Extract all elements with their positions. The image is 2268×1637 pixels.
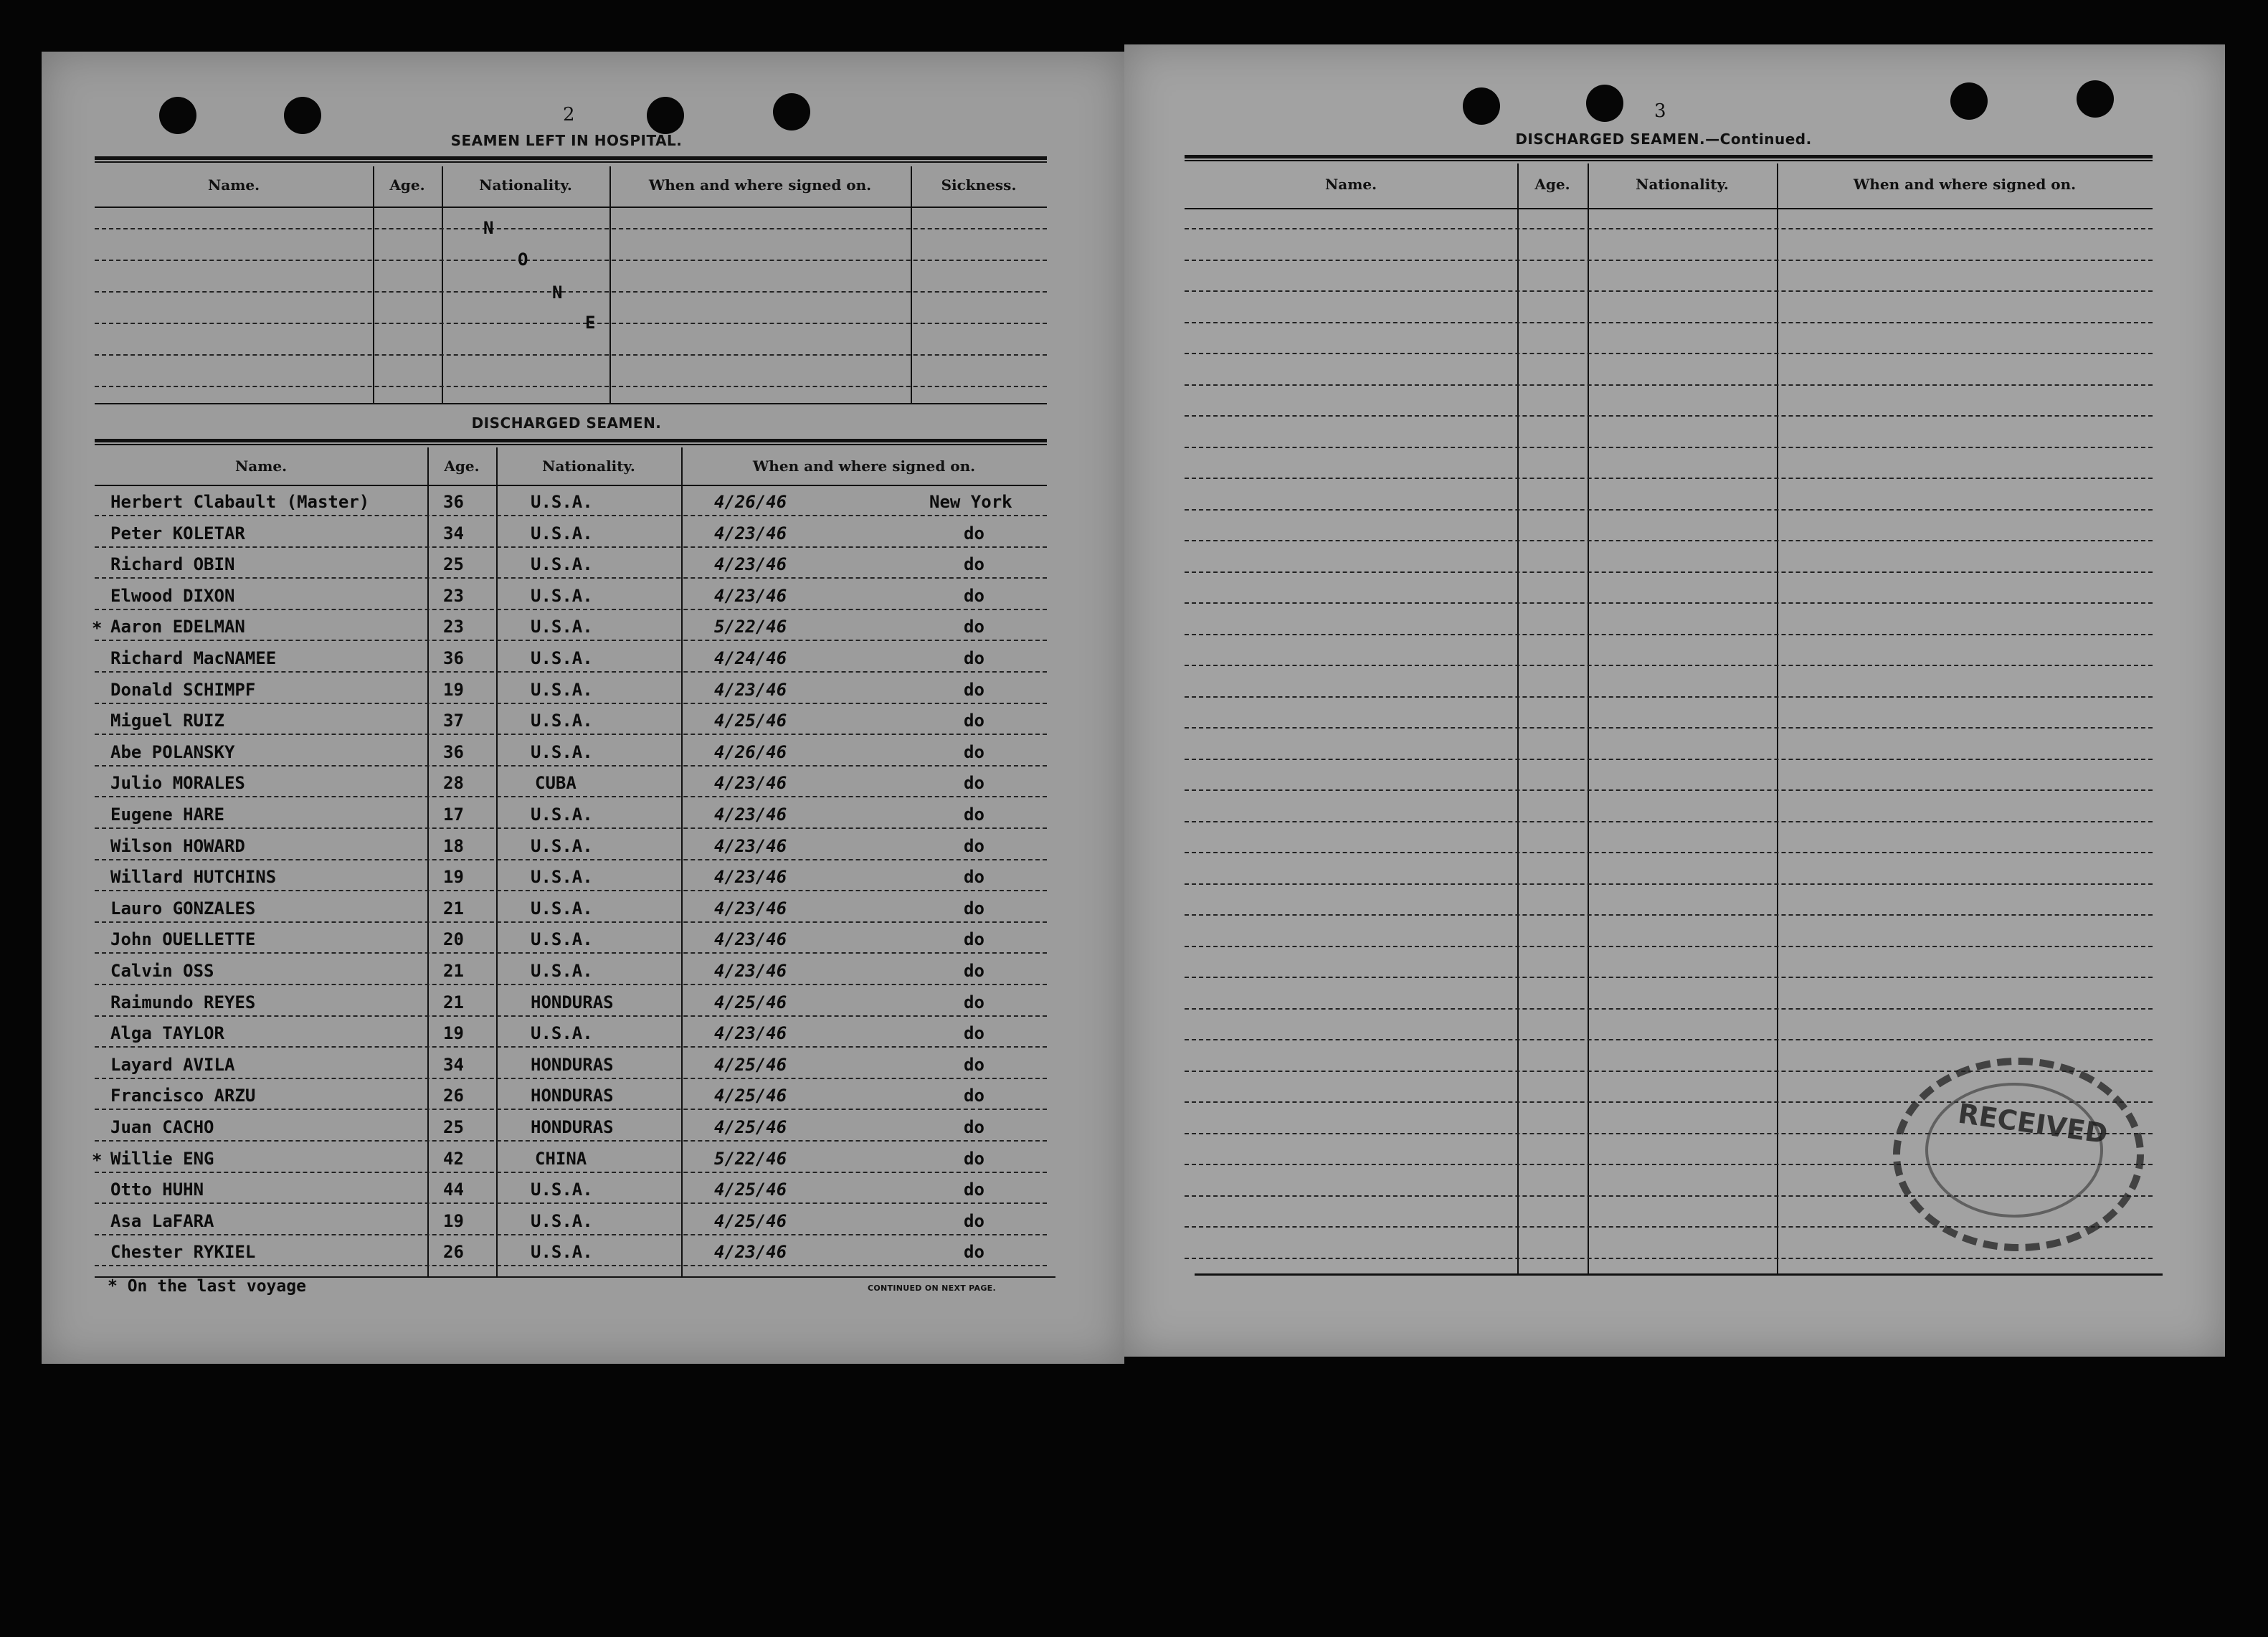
punch-hole <box>1463 87 1500 125</box>
column-divider <box>911 166 912 404</box>
punch-hole <box>2077 80 2114 118</box>
ruled-line <box>1185 696 2153 698</box>
ruled-line <box>95 890 1047 891</box>
continued-header-signed-on: When and where signed on. <box>1853 176 2077 193</box>
seaman-nationality: HONDURAS <box>531 1086 614 1106</box>
signed-on-date: 4/25/46 <box>714 992 787 1012</box>
seaman-nationality: U.S.A. <box>531 585 593 606</box>
hospital-section-title: SEAMEN LEFT IN HOSPITAL. <box>450 132 683 149</box>
none-letter: N <box>552 283 563 303</box>
ruled-line <box>1185 821 2153 822</box>
seaman-nationality: U.S.A. <box>531 617 593 637</box>
punch-hole <box>1950 82 1988 120</box>
signed-on-date: 4/25/46 <box>714 1180 787 1200</box>
ruled-line <box>95 703 1047 704</box>
received-stamp-ring <box>1925 1083 2103 1218</box>
seaman-age: 23 <box>443 585 464 606</box>
ruled-line <box>1185 914 2153 916</box>
seaman-nationality: U.S.A. <box>531 1210 593 1231</box>
signed-on-place: do <box>964 898 984 919</box>
signed-on-place: do <box>964 523 984 544</box>
seaman-age: 42 <box>443 1148 464 1169</box>
signed-on-date: 4/23/46 <box>714 523 787 544</box>
row-mark: * <box>92 618 103 639</box>
ruled-line <box>95 546 1047 548</box>
signed-on-place: do <box>964 805 984 825</box>
signed-on-place: do <box>964 992 984 1012</box>
punch-hole <box>773 93 810 131</box>
seaman-name: Julio MORALES <box>110 773 245 794</box>
signed-on-place: do <box>964 679 984 700</box>
ruled-line <box>1185 322 2153 323</box>
page-number: 2 <box>563 104 575 125</box>
none-letter: E <box>585 313 596 333</box>
seaman-age: 19 <box>443 1023 464 1044</box>
ruled-line <box>1185 727 2153 729</box>
signed-on-date: 4/25/46 <box>714 711 787 731</box>
seaman-nationality: HONDURAS <box>531 1117 614 1137</box>
seaman-name: Asa LaFARA <box>110 1210 214 1231</box>
discharged-header-age: Age. <box>444 457 480 475</box>
signed-on-place: do <box>964 648 984 668</box>
signed-on-place: do <box>964 929 984 950</box>
received-stamp-text: RECEIVED <box>1955 1097 2110 1150</box>
seaman-name: Elwood DIXON <box>110 585 235 606</box>
seaman-name: Layard AVILA <box>110 1054 235 1075</box>
signed-on-place: do <box>964 1054 984 1075</box>
column-divider <box>373 166 374 404</box>
seaman-name: Willard HUTCHINS <box>110 867 277 888</box>
column-divider <box>496 447 498 1278</box>
signed-on-date: 4/23/46 <box>714 585 787 606</box>
signed-on-place: do <box>964 1023 984 1044</box>
seaman-age: 21 <box>443 898 464 919</box>
signed-on-date: 5/22/46 <box>714 617 787 637</box>
rule <box>95 156 1047 160</box>
ruled-line <box>95 609 1047 610</box>
column-divider <box>1517 163 1519 1273</box>
ruled-line <box>1185 509 2153 511</box>
signed-on-place: do <box>964 1210 984 1231</box>
seaman-name: Abe POLANSKY <box>110 741 235 762</box>
seaman-age: 19 <box>443 867 464 888</box>
ruled-line <box>1185 290 2153 292</box>
seaman-nationality: U.S.A. <box>531 1180 593 1200</box>
ruled-line <box>95 515 1047 516</box>
signed-on-date: 4/23/46 <box>714 1242 787 1263</box>
discharged-header-name: Name. <box>234 457 288 475</box>
continued-header-name: Name. <box>1324 176 1377 193</box>
seaman-age: 25 <box>443 554 464 575</box>
rule <box>1185 208 2153 209</box>
seaman-age: 36 <box>443 492 464 512</box>
ruled-line <box>1185 353 2153 354</box>
ruled-line <box>95 1140 1047 1142</box>
seaman-age: 34 <box>443 1054 464 1075</box>
ruled-line <box>1185 571 2153 573</box>
none-letter: O <box>518 250 528 270</box>
ruled-line <box>95 577 1047 579</box>
seaman-nationality: U.S.A. <box>531 711 593 731</box>
seaman-name: John OUELLETTE <box>110 929 256 950</box>
seaman-name: Alga TAYLOR <box>110 1023 224 1044</box>
ruled-line <box>95 921 1047 923</box>
seaman-nationality: U.S.A. <box>531 492 593 512</box>
column-divider <box>427 447 429 1278</box>
ruled-line <box>1185 759 2153 760</box>
continued-header-age: Age. <box>1534 176 1570 193</box>
ruled-line <box>1185 634 2153 635</box>
seaman-nationality: U.S.A. <box>531 679 593 700</box>
seaman-age: 36 <box>443 648 464 668</box>
rule <box>95 444 1047 445</box>
seaman-name: Eugene HARE <box>110 805 224 825</box>
continued-header-nationality: Nationality. <box>1636 176 1729 193</box>
punch-hole <box>284 97 321 134</box>
signed-on-date: 4/25/46 <box>714 1054 787 1075</box>
seaman-nationality: U.S.A. <box>531 867 593 888</box>
ruled-line <box>1185 1258 2153 1259</box>
footnote: * On the last voyage <box>108 1277 306 1296</box>
ruled-line <box>95 1172 1047 1173</box>
ruled-line <box>95 796 1047 797</box>
seaman-age: 21 <box>443 961 464 981</box>
hospital-header-name: Name. <box>207 176 260 194</box>
rule <box>95 439 1047 442</box>
seaman-age: 26 <box>443 1242 464 1263</box>
signed-on-place: do <box>964 554 984 575</box>
continued-note: CONTINUED ON NEXT PAGE. <box>868 1283 996 1293</box>
ruled-line <box>1185 789 2153 791</box>
signed-on-place: do <box>964 1086 984 1106</box>
ruled-line <box>95 1046 1047 1048</box>
seaman-name: Herbert Clabault (Master) <box>110 492 370 512</box>
signed-on-date: 4/23/46 <box>714 679 787 700</box>
punch-hole <box>647 97 684 134</box>
seaman-name: Juan CACHO <box>110 1117 214 1137</box>
ruled-line <box>1185 602 2153 604</box>
seaman-name: Wilson HOWARD <box>110 835 245 856</box>
signed-on-date: 4/23/46 <box>714 554 787 575</box>
seaman-age: 21 <box>443 992 464 1012</box>
discharged-header-nationality: Nationality. <box>542 457 635 475</box>
seaman-nationality: U.S.A. <box>531 554 593 575</box>
ruled-line <box>95 1234 1047 1235</box>
punch-hole <box>1586 85 1623 122</box>
ruled-line <box>95 734 1047 735</box>
signed-on-place: do <box>964 773 984 794</box>
signed-on-date: 4/23/46 <box>714 867 787 888</box>
ruled-line <box>1185 852 2153 853</box>
seaman-name: Miguel RUIZ <box>110 711 224 731</box>
ruled-line <box>95 291 1047 293</box>
signed-on-place: do <box>964 835 984 856</box>
signed-on-date: 4/25/46 <box>714 1086 787 1106</box>
ruled-line <box>95 671 1047 673</box>
signed-on-place: do <box>964 585 984 606</box>
ruled-line <box>95 984 1047 985</box>
ruled-line <box>95 1109 1047 1110</box>
ruled-line <box>95 765 1047 767</box>
column-divider <box>681 447 683 1278</box>
signed-on-place: do <box>964 867 984 888</box>
ruled-line <box>1185 415 2153 417</box>
ruled-line <box>1185 540 2153 541</box>
seaman-age: 37 <box>443 711 464 731</box>
signed-on-date: 4/23/46 <box>714 835 787 856</box>
discharged-header-signed-on: When and where signed on. <box>752 457 976 475</box>
seaman-name: Calvin OSS <box>110 961 214 981</box>
column-divider <box>442 166 443 404</box>
seaman-nationality: U.S.A. <box>531 898 593 919</box>
signed-on-date: 4/23/46 <box>714 805 787 825</box>
hospital-header-nationality: Nationality. <box>479 176 572 194</box>
column-divider <box>1777 163 1778 1273</box>
signed-on-date: 4/26/46 <box>714 741 787 762</box>
seaman-age: 17 <box>443 805 464 825</box>
hospital-header-sickness: Sickness. <box>941 176 1017 194</box>
seaman-name: Aaron EDELMAN <box>110 617 245 637</box>
discharged-section-title: DISCHARGED SEAMEN. <box>471 414 662 432</box>
ruled-line <box>95 1015 1047 1017</box>
seaman-age: 28 <box>443 773 464 794</box>
seaman-age: 19 <box>443 1210 464 1231</box>
signed-on-date: 4/25/46 <box>714 1117 787 1137</box>
rule <box>1185 155 2153 158</box>
seaman-name: Richard OBIN <box>110 554 235 575</box>
seaman-nationality: U.S.A. <box>531 1023 593 1044</box>
ruled-line <box>95 1202 1047 1204</box>
ruled-line <box>1185 228 2153 229</box>
seaman-age: 36 <box>443 741 464 762</box>
column-divider <box>1588 163 1589 1273</box>
ruled-line <box>95 323 1047 324</box>
seaman-nationality: U.S.A. <box>531 805 593 825</box>
signed-on-date: 4/26/46 <box>714 492 787 512</box>
seaman-nationality: U.S.A. <box>531 523 593 544</box>
ruled-line <box>95 354 1047 356</box>
ruled-line <box>95 386 1047 387</box>
signed-on-place: do <box>964 961 984 981</box>
seaman-age: 26 <box>443 1086 464 1106</box>
seaman-nationality: HONDURAS <box>531 1054 614 1075</box>
seaman-age: 19 <box>443 679 464 700</box>
ruled-line <box>1185 478 2153 479</box>
ruled-line <box>95 228 1047 229</box>
discharged-continued-title: DISCHARGED SEAMEN.—Continued. <box>1515 131 1812 148</box>
column-divider <box>609 166 611 404</box>
seaman-name: Francisco ARZU <box>110 1086 256 1106</box>
signed-on-date: 4/23/46 <box>714 773 787 794</box>
signed-on-place: do <box>964 1148 984 1169</box>
ruled-line <box>95 260 1047 261</box>
ruled-line <box>95 827 1047 829</box>
signed-on-date: 4/25/46 <box>714 1210 787 1231</box>
seaman-nationality: U.S.A. <box>531 961 593 981</box>
signed-on-place: do <box>964 1180 984 1200</box>
hospital-header-age: Age. <box>389 176 425 194</box>
ruled-line <box>1185 384 2153 386</box>
seaman-age: 23 <box>443 617 464 637</box>
signed-on-date: 4/23/46 <box>714 898 787 919</box>
ruled-line <box>95 859 1047 860</box>
rule <box>95 161 1047 163</box>
ruled-line <box>95 952 1047 954</box>
none-letter: N <box>483 218 494 238</box>
signed-on-date: 4/23/46 <box>714 961 787 981</box>
seaman-nationality: U.S.A. <box>531 741 593 762</box>
seaman-name: Raimundo REYES <box>110 992 256 1012</box>
ruled-line <box>1185 946 2153 947</box>
rule <box>1185 160 2153 161</box>
ruled-line <box>1185 883 2153 885</box>
signed-on-date: 4/23/46 <box>714 929 787 950</box>
seaman-age: 20 <box>443 929 464 950</box>
hospital-header-signed-on: When and where signed on. <box>648 176 872 194</box>
seaman-age: 18 <box>443 835 464 856</box>
rule <box>95 207 1047 208</box>
seaman-name: Richard MacNAMEE <box>110 648 277 668</box>
ruled-line <box>1185 447 2153 448</box>
signed-on-date: 4/23/46 <box>714 1023 787 1044</box>
ruled-line <box>1185 1039 2153 1040</box>
page-number: 3 <box>1654 100 1666 122</box>
seaman-age: 34 <box>443 523 464 544</box>
seaman-nationality: U.S.A. <box>531 929 593 950</box>
seaman-name: Donald SCHIMPF <box>110 679 256 700</box>
seaman-nationality: CHINA <box>535 1148 587 1169</box>
ruled-line <box>1185 1008 2153 1010</box>
ruled-line <box>1185 665 2153 666</box>
ruled-line <box>95 1078 1047 1079</box>
seaman-age: 44 <box>443 1180 464 1200</box>
rule <box>1195 1273 2163 1276</box>
signed-on-date: 5/22/46 <box>714 1148 787 1169</box>
ruled-line <box>95 1265 1047 1266</box>
seaman-name: Peter KOLETAR <box>110 523 245 544</box>
seaman-nationality: U.S.A. <box>531 648 593 668</box>
seaman-nationality: CUBA <box>535 773 577 794</box>
signed-on-place: New York <box>929 492 1012 512</box>
seaman-name: Chester RYKIEL <box>110 1242 256 1263</box>
seaman-age: 25 <box>443 1117 464 1137</box>
ruled-line <box>1185 260 2153 261</box>
punch-hole <box>159 97 196 134</box>
seaman-name: Lauro GONZALES <box>110 898 256 919</box>
signed-on-place: do <box>964 1242 984 1263</box>
seaman-name: Otto HUHN <box>110 1180 204 1200</box>
signed-on-date: 4/24/46 <box>714 648 787 668</box>
ruled-line <box>1185 977 2153 978</box>
row-mark: * <box>92 1149 103 1170</box>
rule <box>95 485 1047 486</box>
signed-on-place: do <box>964 741 984 762</box>
signed-on-place: do <box>964 711 984 731</box>
signed-on-place: do <box>964 617 984 637</box>
seaman-nationality: HONDURAS <box>531 992 614 1012</box>
rule <box>95 403 1047 404</box>
seaman-nationality: U.S.A. <box>531 1242 593 1263</box>
signed-on-place: do <box>964 1117 984 1137</box>
seaman-nationality: U.S.A. <box>531 835 593 856</box>
ruled-line <box>95 640 1047 641</box>
seaman-name: Willie ENG <box>110 1148 214 1169</box>
